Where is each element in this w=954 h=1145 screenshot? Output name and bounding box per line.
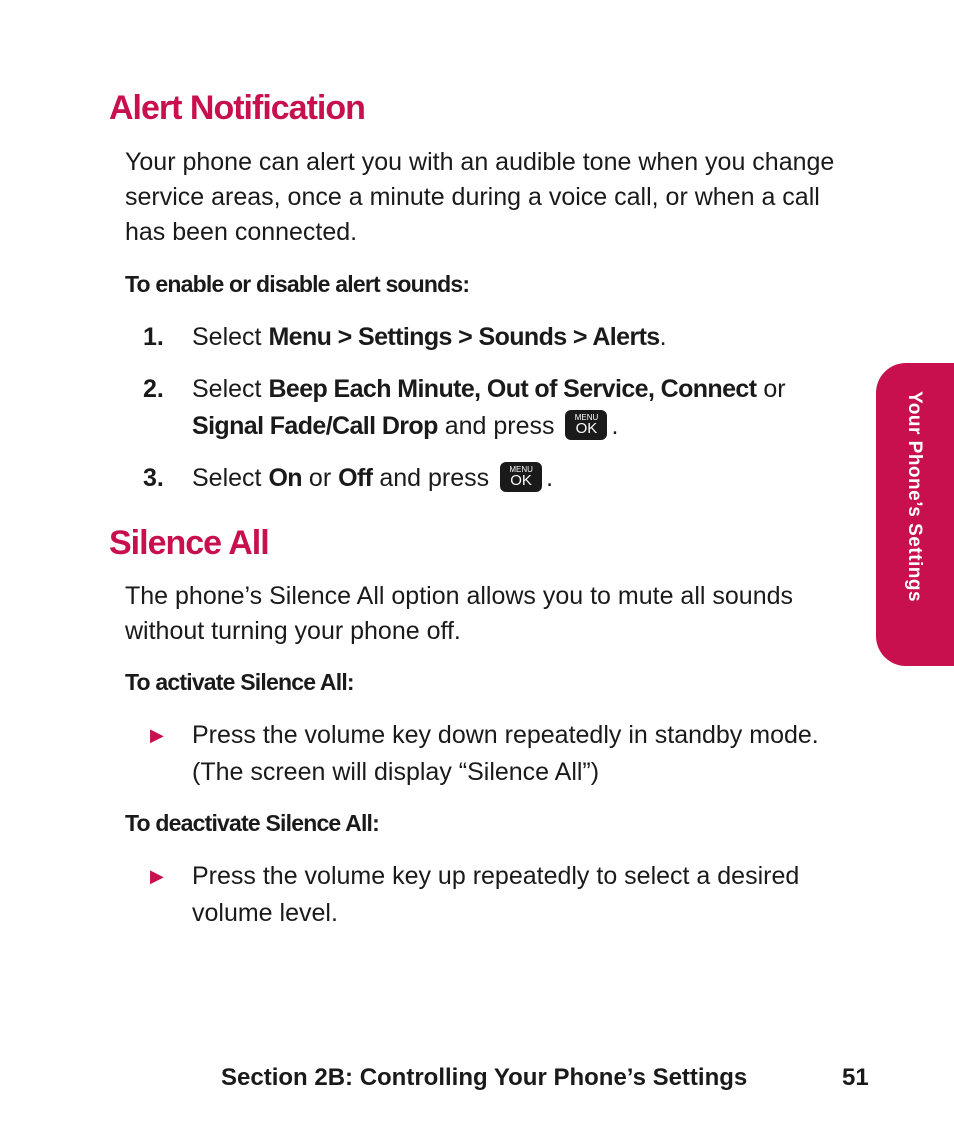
menu-ok-key-icon	[500, 462, 542, 492]
deactivate-bullet	[150, 858, 870, 932]
activate-bullet	[150, 717, 870, 791]
footer-section-title: Section 2B: Controlling Your Phone’s Settings	[221, 1064, 748, 1091]
key-label-top: MENU	[574, 413, 599, 423]
alert-subheading: To enable or disable alert sounds:	[125, 271, 470, 297]
step-number: 3.	[143, 464, 164, 492]
step-number: 1.	[143, 323, 164, 351]
alert-intro-text: Your phone can alert you with an audible tone when you change service areas, once a minute during a voice call, or when a call has been connected.	[125, 148, 835, 246]
menu-ok-key-icon	[565, 410, 607, 440]
step-text: Select	[192, 323, 269, 351]
step-text: .	[546, 464, 554, 492]
option-off: Off	[338, 464, 373, 492]
option-names: Beep Each Minute, Out of Service, Connect	[268, 375, 757, 403]
menu-path: Menu > Settings > Sounds > Alerts	[268, 323, 660, 351]
activate-text: Press the volume key down repeatedly in standby mode. (The screen will display “Silence All”)	[192, 721, 819, 786]
option-on: On	[268, 464, 302, 492]
step-text: and press	[372, 464, 490, 492]
step-text: or	[756, 375, 786, 403]
triangle-right-icon: ▶	[150, 866, 164, 886]
deactivate-subheading: To deactivate Silence All:	[125, 810, 380, 836]
triangle-right-icon: ▶	[150, 725, 164, 745]
step-text: Select	[192, 464, 269, 492]
step-text: .	[659, 323, 667, 351]
step-1	[143, 319, 863, 356]
step-text: Select	[192, 375, 269, 403]
key-label-bottom: OK	[510, 472, 532, 490]
side-tab-label: Your Phone’s Settings	[904, 391, 925, 603]
step-text: or	[301, 464, 339, 492]
alert-notification-heading: Alert Notification	[109, 89, 365, 127]
step-2	[143, 371, 863, 445]
option-name: Signal Fade/Call Drop	[192, 412, 438, 440]
key-label-top: MENU	[509, 465, 533, 475]
deactivate-text: Press the volume key up repeatedly to select a desired volume level.	[192, 862, 800, 927]
page-number: 51	[842, 1064, 869, 1091]
activate-subheading: To activate Silence All:	[125, 669, 354, 695]
silence-all-heading: Silence All	[109, 524, 269, 562]
silence-intro-text: The phone’s Silence All option allows you to mute all sounds without turning your phone off.	[125, 582, 794, 645]
key-label-bottom: OK	[575, 420, 598, 438]
step-3	[143, 460, 863, 497]
step-text: .	[611, 412, 619, 440]
step-number: 2.	[143, 375, 164, 403]
step-text: and press	[437, 412, 555, 440]
